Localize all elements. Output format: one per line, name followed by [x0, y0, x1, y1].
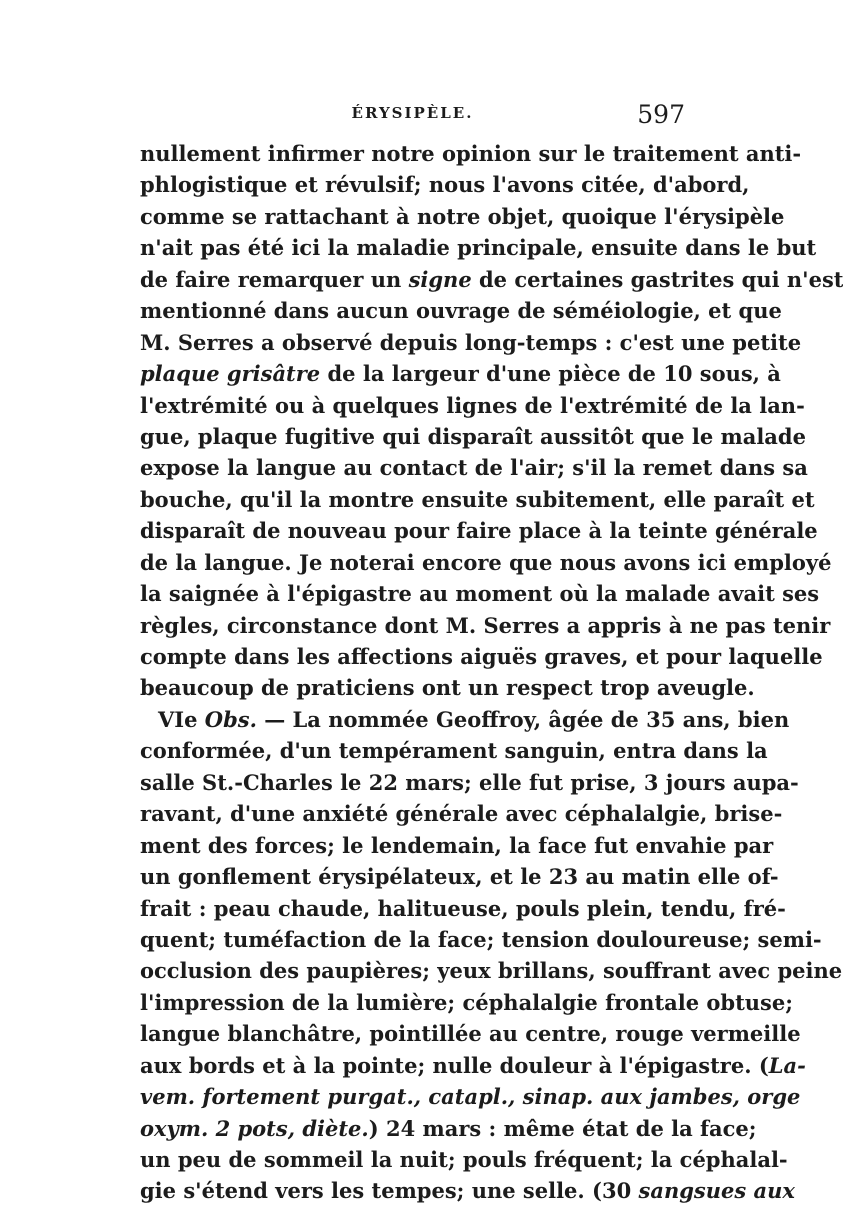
page-number: 597: [637, 100, 685, 129]
text-line: la saignée à l'épigastre au moment où la malade avait ses: [140, 581, 820, 607]
text-line: expose la langue au contact de l'air; s'il la remet dans sa: [140, 455, 808, 481]
text-line: aux bords et à la pointe; nulle douleur à l'épigastre. (La-: [140, 1052, 806, 1078]
text-line: n'ait pas été ici la maladie principale, ensuite dans le but: [140, 235, 817, 261]
text-line: de faire remarquer un signe de certaines gastrites qui n'est: [140, 266, 843, 292]
text-line: beaucoup de praticiens ont un respect trop aveugle.: [140, 675, 755, 701]
running-head: [140, 100, 685, 132]
text-line: salle St.-Charles le 22 mars; elle fut prise, 3 jours aupa-: [140, 769, 799, 795]
text-line: langue blanchâtre, pointillée au centre, rouge vermeille: [140, 1021, 801, 1047]
text-line: l'extrémité ou à quelques lignes de l'extrémité de la lan-: [140, 392, 805, 418]
text-line: vem. fortement purgat., catapl., sinap. aux jambes, orge: [140, 1084, 801, 1110]
text-line: gue, plaque fugitive qui disparaît aussitôt que le malade: [140, 423, 806, 449]
text-line: de la langue. Je noterai encore que nous avons ici employé: [140, 549, 832, 575]
text-line: gie s'étend vers les tempes; une selle. (30 sangsues aux: [140, 1178, 795, 1204]
text-line: un gonflement érysipélateux, et le 23 au matin elle of-: [140, 864, 779, 890]
text-line: bouche, qu'il la montre ensuite subitement, elle paraît et: [140, 486, 815, 512]
text-line: comme se rattachant à notre objet, quoique l'érysipèle: [140, 203, 785, 229]
text-line: VIe Obs. — La nommée Geoffroy, âgée de 35 ans, bien: [158, 706, 790, 732]
text-line: oxym. 2 pots, diète.) 24 mars : même état de la face;: [140, 1115, 757, 1141]
text-line: occlusion des paupières; yeux brillans, souffrant avec peine: [140, 958, 843, 984]
text-line: règles, circonstance dont M. Serres a appris à ne pas tenir: [140, 612, 831, 638]
text-line: ment des forces; le lendemain, la face fut envahie par: [140, 832, 774, 858]
running-title: ÉRYSIPÈLE.: [351, 104, 474, 122]
text-line: compte dans les affections aiguës graves, et pour laquelle: [140, 644, 823, 669]
text-line: phlogistique et révulsif; nous l'avons citée, d'abord,: [140, 172, 750, 198]
text-line: quent; tuméfaction de la face; tension douloureuse; semi-: [140, 926, 822, 952]
text-line: un peu de sommeil la nuit; pouls fréquent; la céphalal-: [140, 1147, 788, 1172]
text-line: mentionné dans aucun ouvrage de séméiologie, et que: [140, 298, 782, 324]
text-line: nullement infirmer notre opinion sur le traitement anti-: [140, 141, 802, 166]
text-line: plaque grisâtre de la largeur d'une pièce de 10 sous, à: [140, 361, 781, 387]
text-line: l'impression de la lumière; céphalalgie frontale obtuse;: [140, 989, 793, 1015]
text-line: frait : peau chaude, halitueuse, pouls plein, tendu, fré-: [140, 895, 786, 921]
text-line: ravant, d'une anxiété générale avec céphalalgie, brise-: [140, 801, 783, 827]
text-line: M. Serres a observé depuis long-temps : c'est une petite: [140, 329, 802, 355]
text-line: disparaît de nouveau pour faire place à la teinte générale: [140, 518, 818, 544]
body-text: [140, 138, 843, 1207]
text-line: conformée, d'un tempérament sanguin, entra dans la: [140, 738, 768, 764]
